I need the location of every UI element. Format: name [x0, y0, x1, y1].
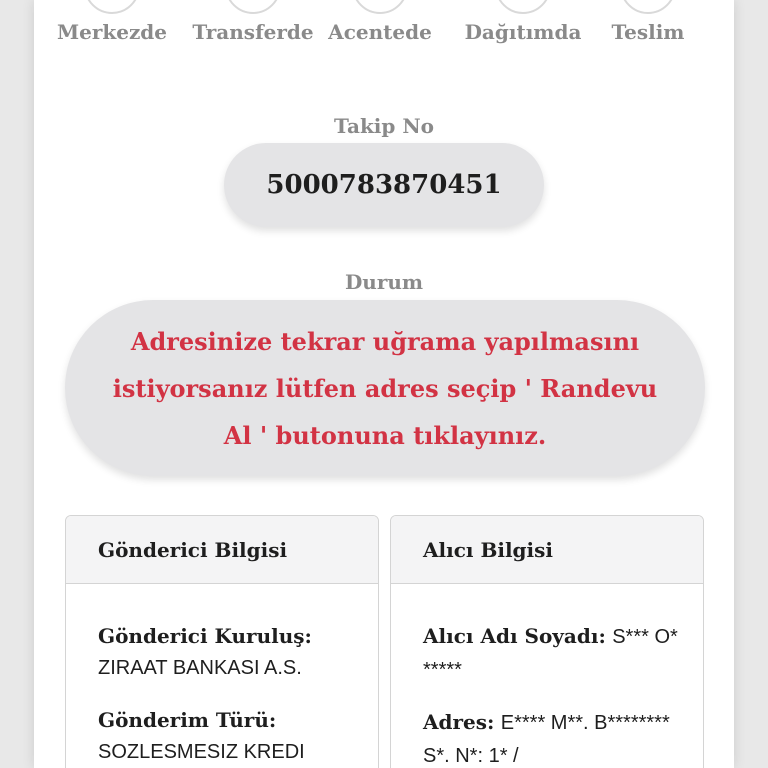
recipient-info-body	[391, 584, 703, 768]
recipient-address-field	[423, 706, 683, 768]
sender-org-label: Gönderici Kuruluş:	[98, 624, 312, 648]
step-transferde	[183, 0, 323, 44]
recipient-address-value: E**** M**. B******** S*. N*: 1* /	[423, 712, 670, 767]
step-teslim	[578, 0, 718, 44]
sender-org-value: ZIRAAT BANKASI A.S.	[98, 657, 302, 679]
shipment-type-value: SOZLESMESIZ KREDI	[98, 741, 305, 763]
step-dagitimda	[453, 0, 593, 44]
step-circle-icon	[620, 0, 676, 14]
recipient-address-label: Adres:	[423, 710, 495, 734]
shipment-type-field	[98, 704, 358, 768]
step-circle-icon	[225, 0, 281, 14]
step-circle-icon	[352, 0, 408, 14]
recipient-info-card	[390, 515, 704, 768]
step-label: Dağıtımda	[464, 20, 582, 44]
recipient-name-label: Alıcı Adı Soyadı:	[423, 624, 606, 648]
step-merkezde	[42, 0, 182, 44]
step-label: Transferde	[192, 20, 314, 44]
step-acentede	[310, 0, 450, 44]
status-message: Adresinize tekrar uğrama yapılmasını istiyorsanız lütfen adres seçip ' Randevu Al ' butonuna tıklayınız.	[65, 300, 705, 476]
sender-info-title: Gönderici Bilgisi	[66, 516, 378, 584]
shipment-type-label: Gönderim Türü:	[98, 708, 277, 732]
step-circle-icon	[84, 0, 140, 14]
shipment-progress-steps	[34, 0, 734, 42]
sender-info-card	[65, 515, 379, 768]
recipient-info-title: Alıcı Bilgisi	[391, 516, 703, 584]
sender-info-body	[66, 584, 378, 768]
recipient-name-value: S*** O******	[423, 626, 678, 681]
step-label: Acentede	[328, 20, 432, 44]
sender-org-field	[98, 620, 358, 684]
tracking-number-label: Takip No	[334, 114, 434, 138]
step-label: Merkezde	[56, 20, 168, 44]
status-label: Durum	[344, 270, 424, 294]
tracking-number-value: 5000783870451	[224, 143, 544, 227]
recipient-name-field	[423, 620, 683, 686]
step-circle-icon	[495, 0, 551, 14]
step-label: Teslim	[611, 20, 685, 44]
shipment-tracking-page	[34, 0, 734, 768]
